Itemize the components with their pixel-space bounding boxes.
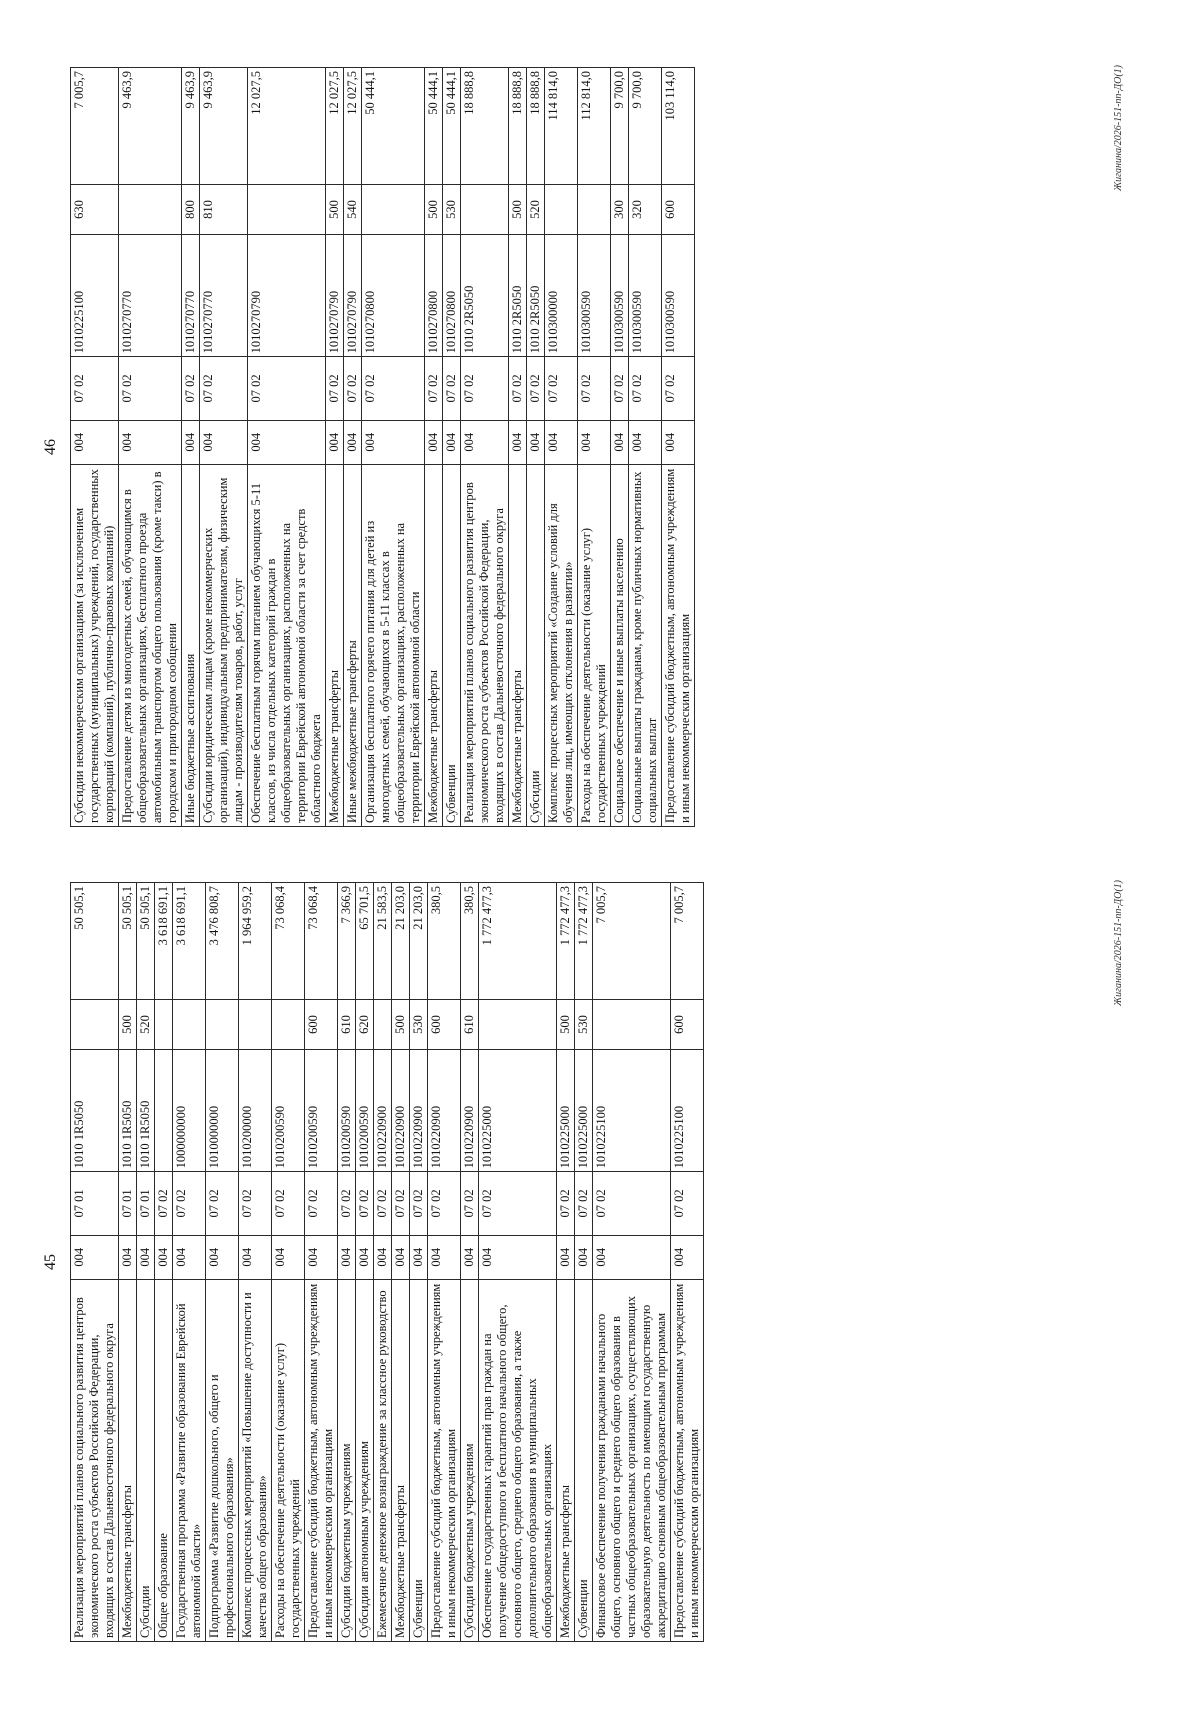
row-amount-cell: 50 505,1 [119, 883, 137, 1000]
row-target-article-cell: 1010225100 [71, 234, 119, 356]
row-name-cell: Межбюджетные трансферты [392, 1280, 410, 1642]
row-expense-type-cell: 600 [428, 1000, 461, 1050]
row-name-cell: Субвенции [410, 1280, 428, 1642]
row-expense-type-cell: 500 [119, 1000, 137, 1050]
row-amount-cell: 12 027,5 [326, 68, 344, 185]
table-row [326, 68, 344, 827]
table-row [461, 883, 479, 1642]
row-target-article-cell: 1010200590 [356, 1049, 374, 1171]
row-section-cell: 07 01 [71, 1172, 119, 1235]
row-target-article-cell: 1010 2R5050 [461, 234, 509, 356]
row-target-article-cell: 1010270800 [443, 234, 461, 356]
row-amount-cell: 380,5 [428, 883, 461, 1000]
row-expense-type-cell: 620 [356, 1000, 374, 1050]
row-name-cell: Субвенции [575, 1280, 593, 1642]
row-amount-cell: 1 772 477,3 [479, 883, 557, 1000]
row-grbs-cell: 004 [629, 420, 662, 464]
row-target-article-cell: 1010270800 [425, 234, 443, 356]
row-section-cell: 07 02 [629, 357, 662, 420]
row-expense-type-cell [71, 1000, 119, 1050]
row-expense-type-cell: 530 [443, 185, 461, 235]
table-row [425, 68, 443, 827]
row-amount-cell: 73 068,4 [305, 883, 338, 1000]
page-46 [28, 57, 1128, 837]
row-name-cell: Государственная программа «Развитие образования Еврейской автономной области» [173, 1280, 206, 1642]
row-expense-type-cell [479, 1000, 557, 1050]
row-amount-cell: 9 463,9 [119, 68, 182, 185]
table-row [338, 883, 356, 1642]
row-amount-cell: 50 505,1 [137, 883, 155, 1000]
row-name-cell: Межбюджетные трансферты [509, 465, 527, 827]
row-section-cell: 07 02 [557, 1172, 575, 1235]
row-amount-cell: 18 888,8 [461, 68, 509, 185]
row-amount-cell: 3 618 691,1 [155, 883, 173, 1000]
table-row [410, 883, 428, 1642]
budget-table [70, 882, 704, 1642]
row-target-article-cell: 1010300000 [545, 234, 578, 356]
table-row [239, 883, 272, 1642]
row-target-article-cell: 1010200590 [338, 1049, 356, 1171]
row-section-cell: 07 02 [338, 1172, 356, 1235]
row-grbs-cell: 004 [272, 1235, 305, 1279]
row-name-cell: Подпрограмма «Развитие дошкольного, общего и профессионального образования» [206, 1280, 239, 1642]
row-amount-cell: 9 700,0 [611, 68, 629, 185]
row-expense-type-cell: 540 [344, 185, 362, 235]
row-section-cell: 07 02 [593, 1172, 671, 1235]
row-grbs-cell: 004 [71, 1235, 119, 1279]
row-target-article-cell: 1010000000 [206, 1049, 239, 1171]
table-row [356, 883, 374, 1642]
row-target-article-cell: 1010 1R5050 [71, 1049, 119, 1171]
table-row [428, 883, 461, 1642]
page-number: 45 [42, 1254, 59, 1270]
row-name-cell: Субсидии [527, 465, 545, 827]
row-target-article-cell: 1010270790 [326, 234, 344, 356]
row-amount-cell: 1 964 959,2 [239, 883, 272, 1000]
table-row [611, 68, 629, 827]
row-grbs-cell: 004 [575, 1235, 593, 1279]
row-expense-type-cell [119, 185, 182, 235]
row-grbs-cell: 004 [410, 1235, 428, 1279]
row-expense-type-cell: 320 [629, 185, 662, 235]
row-grbs-cell: 004 [119, 1235, 137, 1279]
row-name-cell: Комплекс процессных мероприятий «Создание условий для обучения лиц, имеющих отклонения в развитии» [545, 465, 578, 827]
row-amount-cell: 1 772 477,3 [557, 883, 575, 1000]
row-section-cell: 07 02 [362, 357, 425, 420]
row-grbs-cell: 004 [71, 420, 119, 464]
table-row [671, 883, 704, 1642]
row-expense-type-cell: 520 [137, 1000, 155, 1050]
row-section-cell: 07 02 [461, 1172, 479, 1235]
row-target-article-cell: 1010300590 [578, 234, 611, 356]
row-grbs-cell: 004 [662, 420, 695, 464]
row-expense-type-cell: 600 [662, 185, 695, 235]
row-section-cell: 07 02 [374, 1172, 392, 1235]
row-target-article-cell: 1010225000 [479, 1049, 557, 1171]
row-name-cell: Комплекс процессных мероприятий «Повышение доступности и качества общего образования» [239, 1280, 272, 1642]
table-row [575, 883, 593, 1642]
row-target-article-cell: 1010270770 [182, 234, 200, 356]
row-section-cell: 07 02 [71, 357, 119, 420]
row-amount-cell: 21 203,0 [392, 883, 410, 1000]
row-name-cell: Обеспечение бесплатным горячим питанием обучающихся 5-11 классов, из числа отдельных категорий граждан в общеобразовательных организациях, расположенных на территории Еврейской автономной области за счет средств областного бюджета [248, 465, 326, 827]
row-section-cell: 07 02 [305, 1172, 338, 1235]
row-name-cell: Субсидии некоммерческим организациям (за исключением государственных (муниципальных) учреждений, государственных корпораций (компаний), публично-правовых компаний) [71, 465, 119, 827]
row-name-cell: Субсидии [137, 1280, 155, 1642]
row-name-cell: Обеспечение государственных гарантий прав граждан на получение общедоступного и бесплатного начального общего, основного общего, среднего общего образования, а также дополнительного образования в муниципальных общеобразовательных организациях [479, 1280, 557, 1642]
table-row [119, 68, 182, 827]
row-grbs-cell: 004 [173, 1235, 206, 1279]
row-name-cell: Предоставление детям из многодетных семей, обучающимся в общеобразовательных организациях, бесплатного проезда автомобильным транспортом общего пользования (кроме такси) в городском и пригородном сообщении [119, 465, 182, 827]
row-target-article-cell: 1010200590 [305, 1049, 338, 1171]
row-name-cell: Общее образование [155, 1280, 173, 1642]
table-row [206, 883, 239, 1642]
row-name-cell: Субсидии автономным учреждениям [356, 1280, 374, 1642]
row-name-cell: Субвенции [443, 465, 461, 827]
row-amount-cell: 50 505,1 [71, 883, 119, 1000]
row-section-cell: 07 02 [155, 1172, 173, 1235]
row-target-article-cell: 1010 1R5050 [119, 1049, 137, 1171]
row-expense-type-cell [173, 1000, 206, 1050]
row-target-article-cell: 1010220900 [461, 1049, 479, 1171]
row-section-cell: 07 02 [575, 1172, 593, 1235]
row-name-cell: Предоставление субсидий бюджетным, автономным учреждениям и иным некоммерческим организациям [662, 465, 695, 827]
row-grbs-cell: 004 [137, 1235, 155, 1279]
row-expense-type-cell [545, 185, 578, 235]
row-name-cell: Социальные выплаты гражданам, кроме публичных нормативных социальных выплат [629, 465, 662, 827]
row-name-cell: Межбюджетные трансферты [425, 465, 443, 827]
row-amount-cell: 7 366,9 [338, 883, 356, 1000]
row-target-article-cell: 1010270800 [362, 234, 425, 356]
row-amount-cell: 1 772 477,3 [575, 883, 593, 1000]
row-expense-type-cell: 630 [71, 185, 119, 235]
table-row [578, 68, 611, 827]
row-expense-type-cell: 530 [410, 1000, 428, 1050]
row-target-article-cell: 1010220900 [410, 1049, 428, 1171]
row-amount-cell: 73 068,4 [272, 883, 305, 1000]
table-row [461, 68, 509, 827]
row-section-cell: 07 02 [443, 357, 461, 420]
row-section-cell: 07 02 [119, 357, 182, 420]
row-grbs-cell: 004 [200, 420, 248, 464]
row-section-cell: 07 02 [509, 357, 527, 420]
row-section-cell: 07 02 [479, 1172, 557, 1235]
row-expense-type-cell: 600 [671, 1000, 704, 1050]
row-grbs-cell: 004 [344, 420, 362, 464]
table-row [557, 883, 575, 1642]
table-row [443, 68, 461, 827]
row-expense-type-cell: 800 [182, 185, 200, 235]
row-expense-type-cell [206, 1000, 239, 1050]
row-amount-cell: 50 444,1 [425, 68, 443, 185]
table-row [119, 883, 137, 1642]
row-grbs-cell: 004 [545, 420, 578, 464]
row-grbs-cell: 004 [305, 1235, 338, 1279]
row-grbs-cell: 004 [362, 420, 425, 464]
row-name-cell: Субсидии бюджетным учреждениям [461, 1280, 479, 1642]
page-footer: Жиганина/2026-151-пп-ДО(1) [1113, 65, 1124, 191]
row-section-cell: 07 02 [662, 357, 695, 420]
row-expense-type-cell [461, 185, 509, 235]
table-row [344, 68, 362, 827]
table-row [662, 68, 695, 827]
row-grbs-cell: 004 [578, 420, 611, 464]
table-row [509, 68, 527, 827]
table-body [71, 883, 704, 1642]
row-grbs-cell: 004 [182, 420, 200, 464]
row-target-article-cell: 1010200000 [239, 1049, 272, 1171]
row-section-cell: 07 02 [545, 357, 578, 420]
row-grbs-cell: 004 [392, 1235, 410, 1279]
row-section-cell: 07 02 [182, 357, 200, 420]
row-expense-type-cell: 520 [527, 185, 545, 235]
row-target-article-cell: 1010300590 [611, 234, 629, 356]
row-name-cell: Реализация мероприятий планов социального развития центров экономического роста субъектов Российской Федерации, входящих в состав Дальневосточного федерального округа [461, 465, 509, 827]
row-expense-type-cell [374, 1000, 392, 1050]
row-expense-type-cell: 810 [200, 185, 248, 235]
row-section-cell: 07 02 [428, 1172, 461, 1235]
page-footer: Жиганина/2026-151-пп-ДО(1) [1113, 880, 1124, 1006]
row-name-cell: Социальное обеспечение и иные выплаты населению [611, 465, 629, 827]
row-target-article-cell: 1010225000 [557, 1049, 575, 1171]
row-name-cell: Расходы на обеспечение деятельности (оказание услуг) государственных учреждений [578, 465, 611, 827]
row-grbs-cell: 004 [425, 420, 443, 464]
row-expense-type-cell: 500 [326, 185, 344, 235]
row-section-cell: 07 02 [272, 1172, 305, 1235]
row-grbs-cell: 004 [671, 1235, 704, 1279]
row-amount-cell: 7 005,7 [71, 68, 119, 185]
row-grbs-cell: 004 [509, 420, 527, 464]
row-expense-type-cell: 500 [509, 185, 527, 235]
row-target-article-cell: 1010200590 [272, 1049, 305, 1171]
row-expense-type-cell [155, 1000, 173, 1050]
row-target-article-cell: 1010225100 [671, 1049, 704, 1171]
row-grbs-cell: 004 [326, 420, 344, 464]
row-target-article-cell: 1010270770 [200, 234, 248, 356]
table-row [362, 68, 425, 827]
row-grbs-cell: 004 [557, 1235, 575, 1279]
row-amount-cell: 50 444,1 [443, 68, 461, 185]
row-amount-cell: 18 888,8 [509, 68, 527, 185]
page-45 [28, 872, 1128, 1652]
row-name-cell: Межбюджетные трансферты [557, 1280, 575, 1642]
table-row [137, 883, 155, 1642]
row-name-cell: Иные межбюджетные трансферты [344, 465, 362, 827]
table-row [200, 68, 248, 827]
row-grbs-cell: 004 [479, 1235, 557, 1279]
row-expense-type-cell [362, 185, 425, 235]
row-target-article-cell: 1010270790 [344, 234, 362, 356]
row-expense-type-cell: 610 [338, 1000, 356, 1050]
row-target-article-cell: 1010220900 [428, 1049, 461, 1171]
row-target-article-cell: 1010300590 [662, 234, 695, 356]
table-row [248, 68, 326, 827]
table-row [182, 68, 200, 827]
row-target-article-cell: 1010220900 [374, 1049, 392, 1171]
table-row [545, 68, 578, 827]
row-grbs-cell: 004 [527, 420, 545, 464]
row-amount-cell: 12 027,5 [344, 68, 362, 185]
row-grbs-cell: 004 [338, 1235, 356, 1279]
row-target-article-cell: 1010270770 [119, 234, 182, 356]
table-row [374, 883, 392, 1642]
table-row [71, 68, 119, 827]
table-row [479, 883, 557, 1642]
row-target-article-cell: 1010300590 [629, 234, 662, 356]
row-amount-cell: 7 005,7 [671, 883, 704, 1000]
table-row [173, 883, 206, 1642]
row-expense-type-cell [272, 1000, 305, 1050]
row-section-cell: 07 02 [173, 1172, 206, 1235]
row-expense-type-cell: 610 [461, 1000, 479, 1050]
row-name-cell: Реализация мероприятий планов социального развития центров экономического роста субъектов Российской Федерации, входящих в состав Дальневосточного федерального округа [71, 1280, 119, 1642]
row-expense-type-cell: 300 [611, 185, 629, 235]
row-grbs-cell: 004 [374, 1235, 392, 1279]
table-row [272, 883, 305, 1642]
row-section-cell: 07 02 [671, 1172, 704, 1235]
row-section-cell: 07 02 [611, 357, 629, 420]
row-grbs-cell: 004 [461, 420, 509, 464]
row-expense-type-cell: 500 [557, 1000, 575, 1050]
table-row [527, 68, 545, 827]
row-expense-type-cell [578, 185, 611, 235]
row-name-cell: Межбюджетные трансферты [119, 1280, 137, 1642]
row-section-cell: 07 02 [356, 1172, 374, 1235]
row-expense-type-cell: 500 [425, 185, 443, 235]
row-section-cell: 07 02 [527, 357, 545, 420]
row-grbs-cell: 004 [428, 1235, 461, 1279]
row-grbs-cell: 004 [356, 1235, 374, 1279]
row-amount-cell: 9 700,0 [629, 68, 662, 185]
row-amount-cell: 65 701,5 [356, 883, 374, 1000]
row-grbs-cell: 004 [206, 1235, 239, 1279]
row-name-cell: Предоставление субсидий бюджетным, автономным учреждениям и иным некоммерческим организациям [671, 1280, 704, 1642]
row-amount-cell: 380,5 [461, 883, 479, 1000]
row-amount-cell: 3 618 691,1 [173, 883, 206, 1000]
row-section-cell: 07 02 [248, 357, 326, 420]
table-row [392, 883, 410, 1642]
row-expense-type-cell [593, 1000, 671, 1050]
budget-table [70, 67, 695, 827]
row-expense-type-cell: 500 [392, 1000, 410, 1050]
row-target-article-cell [155, 1049, 173, 1171]
row-section-cell: 07 02 [578, 357, 611, 420]
document-spread [28, 52, 1128, 1652]
table-row [71, 883, 119, 1642]
row-amount-cell: 3 476 808,7 [206, 883, 239, 1000]
row-target-article-cell: 1010220900 [392, 1049, 410, 1171]
row-name-cell: Ежемесячное денежное вознаграждение за классное руководство [374, 1280, 392, 1642]
table-row [593, 883, 671, 1642]
row-expense-type-cell [248, 185, 326, 235]
row-expense-type-cell [239, 1000, 272, 1050]
row-grbs-cell: 004 [611, 420, 629, 464]
row-section-cell: 07 02 [200, 357, 248, 420]
row-name-cell: Организация бесплатного горячего питания для детей из многодетных семей, обучающихся в 5-11 классах в общеобразовательных организациях, расположенных на территории Еврейской автономной области [362, 465, 425, 827]
table-row [629, 68, 662, 827]
page-number: 46 [42, 439, 59, 455]
row-name-cell: Расходы на обеспечение деятельности (оказание услуг) государственных учреждений [272, 1280, 305, 1642]
row-grbs-cell: 004 [443, 420, 461, 464]
row-section-cell: 07 02 [425, 357, 443, 420]
row-grbs-cell: 004 [461, 1235, 479, 1279]
table-body [71, 68, 695, 827]
table-row [305, 883, 338, 1642]
row-name-cell: Предоставление субсидий бюджетным, автономным учреждениям и иным некоммерческим организациям [428, 1280, 461, 1642]
row-section-cell: 07 02 [410, 1172, 428, 1235]
row-target-article-cell: 1010225000 [575, 1049, 593, 1171]
table-row [155, 883, 173, 1642]
row-amount-cell: 18 888,8 [527, 68, 545, 185]
row-grbs-cell: 004 [119, 420, 182, 464]
row-section-cell: 07 02 [239, 1172, 272, 1235]
row-target-article-cell: 1010 2R5050 [509, 234, 527, 356]
row-section-cell: 07 02 [206, 1172, 239, 1235]
row-amount-cell: 21 203,0 [410, 883, 428, 1000]
row-section-cell: 07 02 [392, 1172, 410, 1235]
row-target-article-cell: 1010225100 [593, 1049, 671, 1171]
row-amount-cell: 112 814,0 [578, 68, 611, 185]
row-name-cell: Предоставление субсидий бюджетным, автономным учреждениям и иным некоммерческим организациям [305, 1280, 338, 1642]
row-amount-cell: 9 463,9 [182, 68, 200, 185]
row-amount-cell: 103 114,0 [662, 68, 695, 185]
row-name-cell: Финансовое обеспечение получения гражданами начального общего, основного общего и среднего общего образования в частных общеобразовательных организациях, осуществляющих образовательную деятельность по имеющим государственную аккредитацию основным общеобразовательным программам [593, 1280, 671, 1642]
row-section-cell: 07 02 [326, 357, 344, 420]
row-name-cell: Субсидии бюджетным учреждениям [338, 1280, 356, 1642]
row-expense-type-cell: 600 [305, 1000, 338, 1050]
row-grbs-cell: 004 [239, 1235, 272, 1279]
row-amount-cell: 21 583,5 [374, 883, 392, 1000]
row-amount-cell: 12 027,5 [248, 68, 326, 185]
row-grbs-cell: 004 [248, 420, 326, 464]
row-section-cell: 07 02 [344, 357, 362, 420]
row-section-cell: 07 01 [119, 1172, 137, 1235]
row-name-cell: Субсидии юридическим лицам (кроме некоммерческих организаций), индивидуальным предпринимателям, физическим лицам - производителям товаров, работ, услуг [200, 465, 248, 827]
row-expense-type-cell: 530 [575, 1000, 593, 1050]
row-grbs-cell: 004 [593, 1235, 671, 1279]
row-target-article-cell: 1010 1R5050 [137, 1049, 155, 1171]
row-section-cell: 07 01 [137, 1172, 155, 1235]
row-amount-cell: 9 463,9 [200, 68, 248, 185]
row-grbs-cell: 004 [155, 1235, 173, 1279]
row-section-cell: 07 02 [461, 357, 509, 420]
row-amount-cell: 7 005,7 [593, 883, 671, 1000]
row-target-article-cell: 1000000000 [173, 1049, 206, 1171]
row-name-cell: Иные бюджетные ассигнования [182, 465, 200, 827]
row-amount-cell: 50 444,1 [362, 68, 425, 185]
row-target-article-cell: 1010 2R5050 [527, 234, 545, 356]
row-amount-cell: 114 814,0 [545, 68, 578, 185]
row-target-article-cell: 1010270790 [248, 234, 326, 356]
row-name-cell: Межбюджетные трансферты [326, 465, 344, 827]
